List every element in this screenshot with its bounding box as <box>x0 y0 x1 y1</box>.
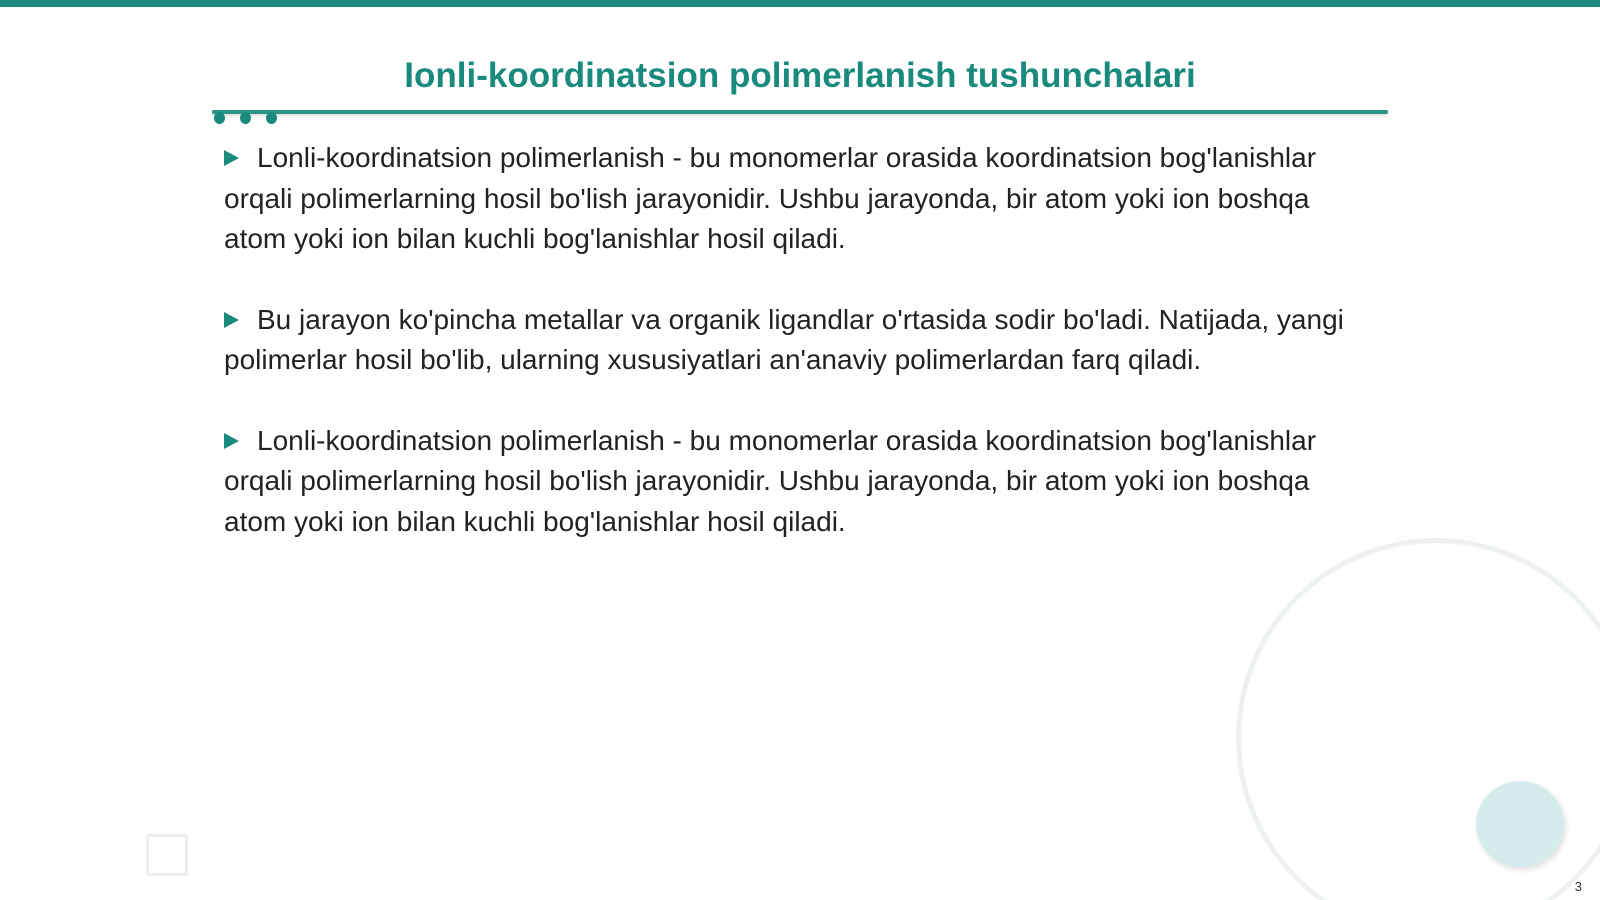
bullet-text: Bu jarayon ko'pincha metallar va organik ligandlar o'rtasida sodir bo'ladi. Natijada, yangi polimerlar hosil bo'lib, ularning xususiyatlari an'anaviy polimerlardan farq qiladi. <box>224 303 1344 375</box>
bullet-list <box>224 138 1374 582</box>
bullet-item <box>224 138 1374 260</box>
bullet-arrow-icon <box>224 433 239 449</box>
bullet-text: Lonli-koordinatsion polimerlanish - bu monomerlar orasida koordinatsion bog'lanishlar orqali polimerlarning hosil bo'lish jarayonidir. Ushbu jarayonda, bir atom yoki ion boshqa atom yoki ion bilan kuchli bog'lanishlar hosil qiladi. <box>224 424 1317 537</box>
bullet-text: Lonli-koordinatsion polimerlanish - bu monomerlar orasida koordinatsion bog'lanishlar orqali polimerlarning hosil bo'lish jarayonidir. Ushbu jarayonda, bir atom yoki ion boshqa atom yoki ion bilan kuchli bog'lanishlar hosil qiladi. <box>224 142 1317 254</box>
slide-title: Ionli-koordinatsion polimerlanish tushunchalari <box>404 56 1196 95</box>
bullet-item <box>224 300 1374 381</box>
page-number: 3 <box>1574 879 1582 894</box>
bullet-arrow-icon <box>224 312 239 328</box>
decorative-dot <box>266 112 277 124</box>
bullet-arrow-icon <box>224 150 239 166</box>
decorative-square <box>146 834 188 876</box>
bullet-item <box>224 421 1374 543</box>
title-underline <box>212 110 1388 114</box>
top-accent-band <box>0 0 1600 7</box>
decorative-dot <box>240 112 251 124</box>
decorative-dot <box>214 112 225 124</box>
decorative-bubble <box>1476 781 1564 867</box>
